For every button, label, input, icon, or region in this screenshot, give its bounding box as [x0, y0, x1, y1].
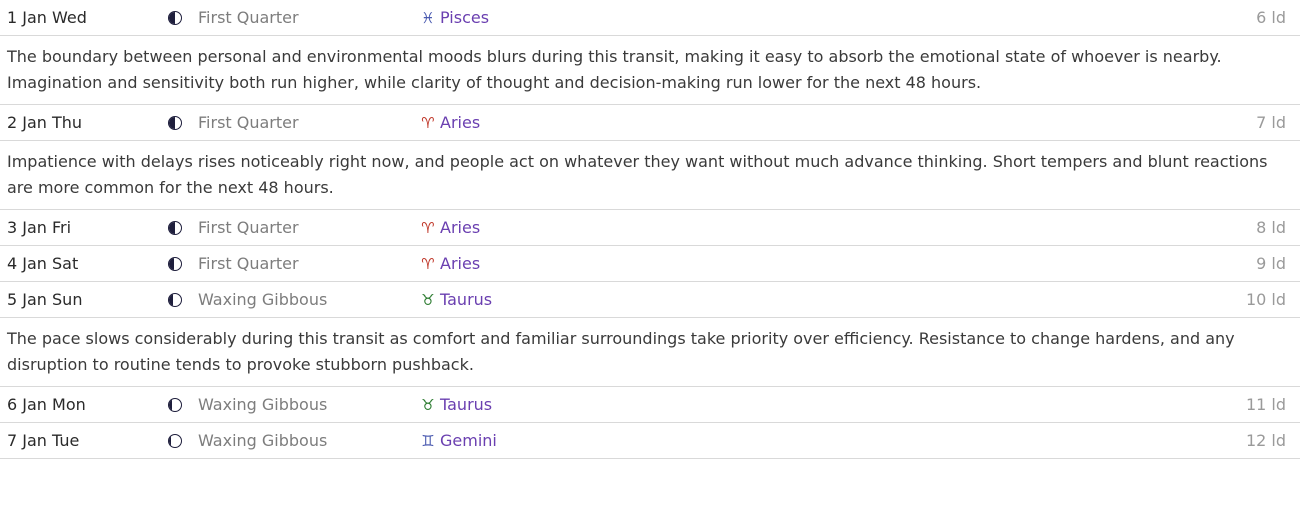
moon-phase-cell — [168, 293, 192, 307]
zodiac-sign-cell — [420, 290, 1180, 309]
moon-phase-icon — [168, 398, 182, 412]
zodiac-sign-cell — [420, 431, 1180, 450]
day-row[interactable] — [0, 387, 1300, 423]
moon-phase-label: Waxing Gibbous — [198, 395, 328, 414]
zodiac-sign-link[interactable]: Aries — [440, 113, 481, 132]
moon-shadow — [169, 12, 175, 24]
moon-phase-label: First Quarter — [198, 8, 299, 27]
moon-phase-cell — [168, 398, 192, 412]
moon-phase-icon — [168, 11, 182, 25]
lunar-day-label: 8 ld — [1256, 218, 1286, 237]
aries-icon: ♈︎ — [421, 219, 435, 237]
moon-shadow — [169, 435, 171, 447]
pisces-icon: ♓︎ — [421, 9, 435, 27]
moon-phase-cell — [168, 11, 192, 25]
moon-phase-icon — [168, 434, 182, 448]
gemini-icon: ♊︎ — [421, 432, 435, 450]
lunar-day-label: 11 ld — [1245, 395, 1286, 414]
moon-shadow — [169, 222, 175, 234]
moon-shadow — [169, 117, 175, 129]
moon-phase-label: First Quarter — [198, 254, 299, 273]
day-row[interactable] — [0, 210, 1300, 246]
lunar-day-label: 6 ld — [1256, 8, 1286, 27]
zodiac-sign-link[interactable]: Aries — [440, 254, 481, 273]
day-date: 7 Jan Tue — [7, 431, 80, 450]
transit-description: The boundary between personal and environmental moods blurs during this transit, making it easy to absorb the emotional state of whoever is nearby. Imagination and sensitivity both run higher, while clarity of thought and decision-making run lower for the next 48 hours. — [0, 36, 1300, 105]
moon-phase-cell — [168, 434, 192, 448]
day-date: 5 Jan Sun — [7, 290, 83, 309]
moon-phase-icon — [168, 116, 182, 130]
zodiac-sign-link[interactable]: Pisces — [440, 8, 490, 27]
day-date: 3 Jan Fri — [7, 218, 72, 237]
zodiac-sign-link[interactable]: Taurus — [440, 395, 493, 414]
zodiac-sign-cell — [420, 254, 1180, 273]
lunar-day-label: 12 ld — [1245, 431, 1286, 450]
lunar-day-label: 9 ld — [1256, 254, 1286, 273]
moon-phase-label: Waxing Gibbous — [198, 290, 328, 309]
moon-phase-cell — [168, 221, 192, 235]
transit-description: The pace slows considerably during this transit as comfort and familiar surroundings take priority over efficiency. Resistance to change hardens, and any disruption to routine tends to provoke stubborn pushback. — [0, 318, 1300, 387]
aries-icon: ♈︎ — [421, 114, 435, 132]
moon-phase-label: Waxing Gibbous — [198, 431, 328, 450]
moon-shadow — [169, 258, 174, 270]
moon-phase-cell — [168, 116, 192, 130]
day-date: 2 Jan Thu — [7, 113, 83, 132]
moon-phase-label: First Quarter — [198, 113, 299, 132]
zodiac-sign-link[interactable]: Aries — [440, 218, 481, 237]
zodiac-sign-cell — [420, 395, 1180, 414]
taurus-icon: ♉︎ — [421, 396, 435, 414]
zodiac-sign-cell — [420, 113, 1180, 132]
day-date: 1 Jan Wed — [7, 8, 87, 27]
zodiac-sign-link[interactable]: Gemini — [440, 431, 497, 450]
moon-shadow — [169, 294, 173, 306]
zodiac-sign-link[interactable]: Taurus — [440, 290, 493, 309]
moon-phase-icon — [168, 221, 182, 235]
day-row[interactable] — [0, 0, 1300, 36]
day-date: 4 Jan Sat — [7, 254, 79, 273]
moon-phase-icon — [168, 257, 182, 271]
moon-phase-icon — [168, 293, 182, 307]
moon-shadow — [169, 399, 172, 411]
day-row[interactable] — [0, 105, 1300, 141]
lunar-day-label: 7 ld — [1256, 113, 1286, 132]
day-row[interactable] — [0, 423, 1300, 459]
zodiac-sign-cell — [420, 8, 1180, 27]
lunar-day-label: 10 ld — [1245, 290, 1286, 309]
moon-phase-label: First Quarter — [198, 218, 299, 237]
day-date: 6 Jan Mon — [7, 395, 86, 414]
day-row[interactable] — [0, 246, 1300, 282]
moon-phase-cell — [168, 257, 192, 271]
transit-description: Impatience with delays rises noticeably right now, and people act on whatever they want without much advance thinking. Short tempers and blunt reactions are more common for the next 48 hours. — [0, 141, 1300, 210]
zodiac-sign-cell — [420, 218, 1180, 237]
day-row[interactable] — [0, 282, 1300, 318]
aries-icon: ♈︎ — [421, 255, 435, 273]
taurus-icon: ♉︎ — [421, 291, 435, 309]
